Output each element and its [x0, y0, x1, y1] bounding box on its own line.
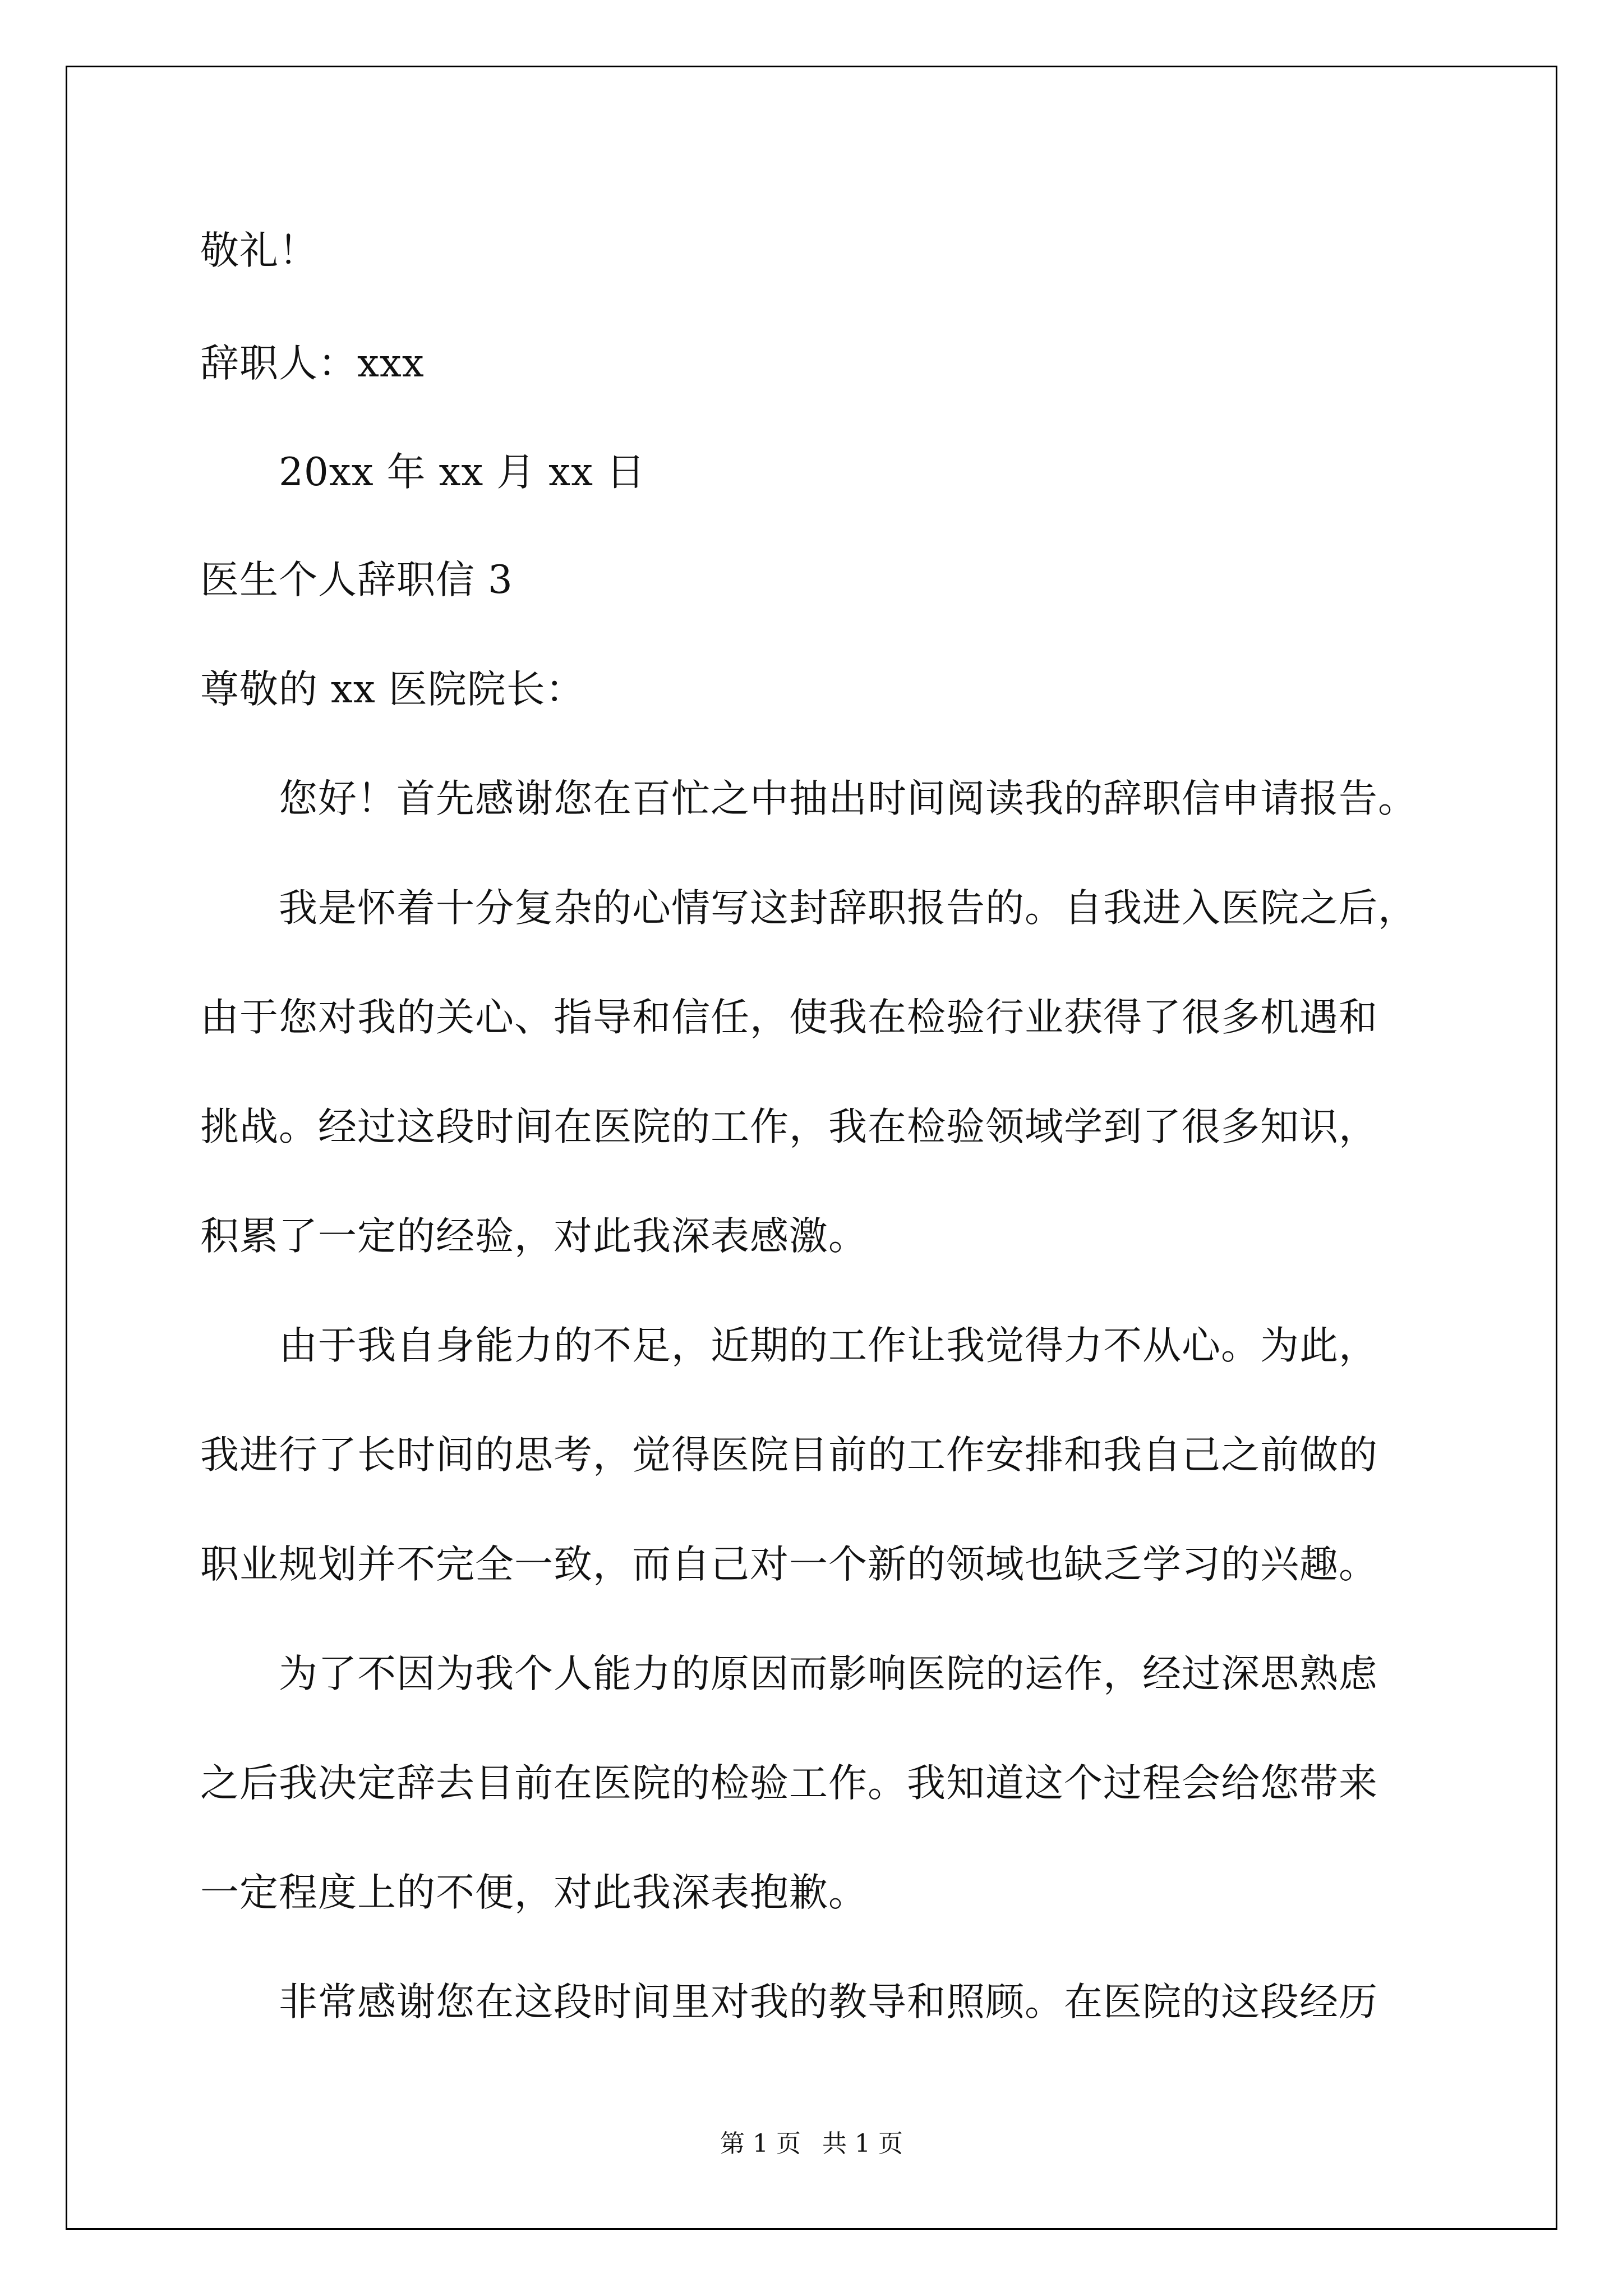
paragraph-line: 我是怀着十分复杂的心情写这封辞职报告的。自我进入医院之后， [279, 886, 1417, 931]
paragraph-line: 之后我决定辞去目前在医院的检验工作。我知道这个过程会给您带来 [200, 1761, 1378, 1806]
page-total: 共 1 页 [822, 2129, 903, 2158]
resigner-signature: 辞职人：xxx [200, 341, 425, 386]
letter-date: 20xx 年 xx 月 xx 日 [279, 450, 645, 495]
paragraph-line: 为了不因为我个人能力的原因而影响医院的运作，经过深思熟虑 [279, 1651, 1378, 1696]
paragraph-line: 职业规划并不完全一致，而自己对一个新的领域也缺乏学习的兴趣。 [200, 1542, 1378, 1587]
paragraph-line: 我进行了长时间的思考，觉得医院目前的工作安排和我自己之前做的 [200, 1433, 1378, 1478]
paragraph-line: 您好！首先感谢您在百忙之中抽出时间阅读我的辞职信申请报告。 [279, 776, 1417, 821]
letter-title: 医生个人辞职信 3 [200, 558, 513, 602]
page-number: 第 1 页 [720, 2129, 801, 2158]
closing-salutation: 敬礼！ [200, 228, 318, 273]
paragraph-line: 非常感谢您在这段时间里对我的教导和照顾。在医院的这段经历 [279, 1980, 1378, 2024]
letter-greeting: 尊敬的 xx 医院院长： [200, 667, 585, 712]
paragraph-line: 挑战。经过这段时间在医院的工作，我在检验领域学到了很多知识， [200, 1105, 1378, 1149]
paragraph-line: 由于您对我的关心、指导和信任，使我在检验行业获得了很多机遇和 [200, 995, 1378, 1040]
paragraph-line: 由于我自身能力的不足，近期的工作让我觉得力不从心。为此， [279, 1323, 1378, 1368]
paragraph-line: 积累了一定的经验，对此我深表感激。 [200, 1214, 868, 1259]
paragraph-line: 一定程度上的不便，对此我深表抱歉。 [200, 1870, 868, 1915]
page-footer [0, 2129, 1623, 2158]
